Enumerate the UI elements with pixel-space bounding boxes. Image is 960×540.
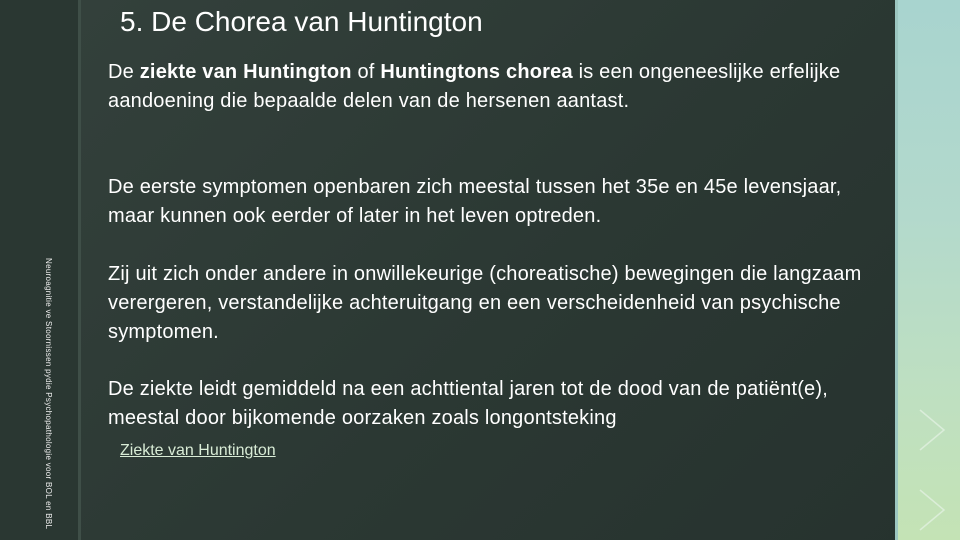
accent-band-edge	[895, 0, 898, 540]
left-band	[0, 0, 78, 540]
chevron-decoration-icon	[912, 480, 952, 540]
huntington-link[interactable]: Ziekte van Huntington	[120, 442, 276, 459]
paragraph-prognosis: De ziekte leidt gemiddeld na een achttiental jaren tot de dood van de patiënt(e), meestal door bijkomende oorzaken zoals longontsteking	[108, 378, 828, 429]
side-caption: Neuroagnitie ve Stoornissen pydie Psychopathologie voor BOL en BBL	[44, 258, 53, 530]
chevron-decoration-icon	[912, 400, 952, 460]
divider-line	[78, 0, 81, 540]
term-huntingtons-chorea: Huntingtons chorea	[380, 61, 573, 83]
paragraph-onset: De eerste symptomen openbaren zich meestal tussen het 35e en 45e levensjaar, maar kunnen ook eerder of later in het leven optreden.	[108, 176, 842, 227]
slide-title: 5. De Chorea van Huntington	[120, 6, 483, 37]
paragraph-definition: De ziekte van Huntington of Huntingtons chorea is een ongeneeslijke erfelijke aandoening die bepaalde delen van de hersenen aantast.	[108, 61, 841, 112]
term-ziekte-van-huntington: ziekte van Huntington	[139, 61, 352, 83]
paragraph-symptoms: Zij uit zich onder andere in onwillekeurige (choreatische) bewegingen die langzaam verergeren, verstandelijke achteruitgang en een verscheidenheid van psychische symptomen.	[108, 263, 862, 343]
